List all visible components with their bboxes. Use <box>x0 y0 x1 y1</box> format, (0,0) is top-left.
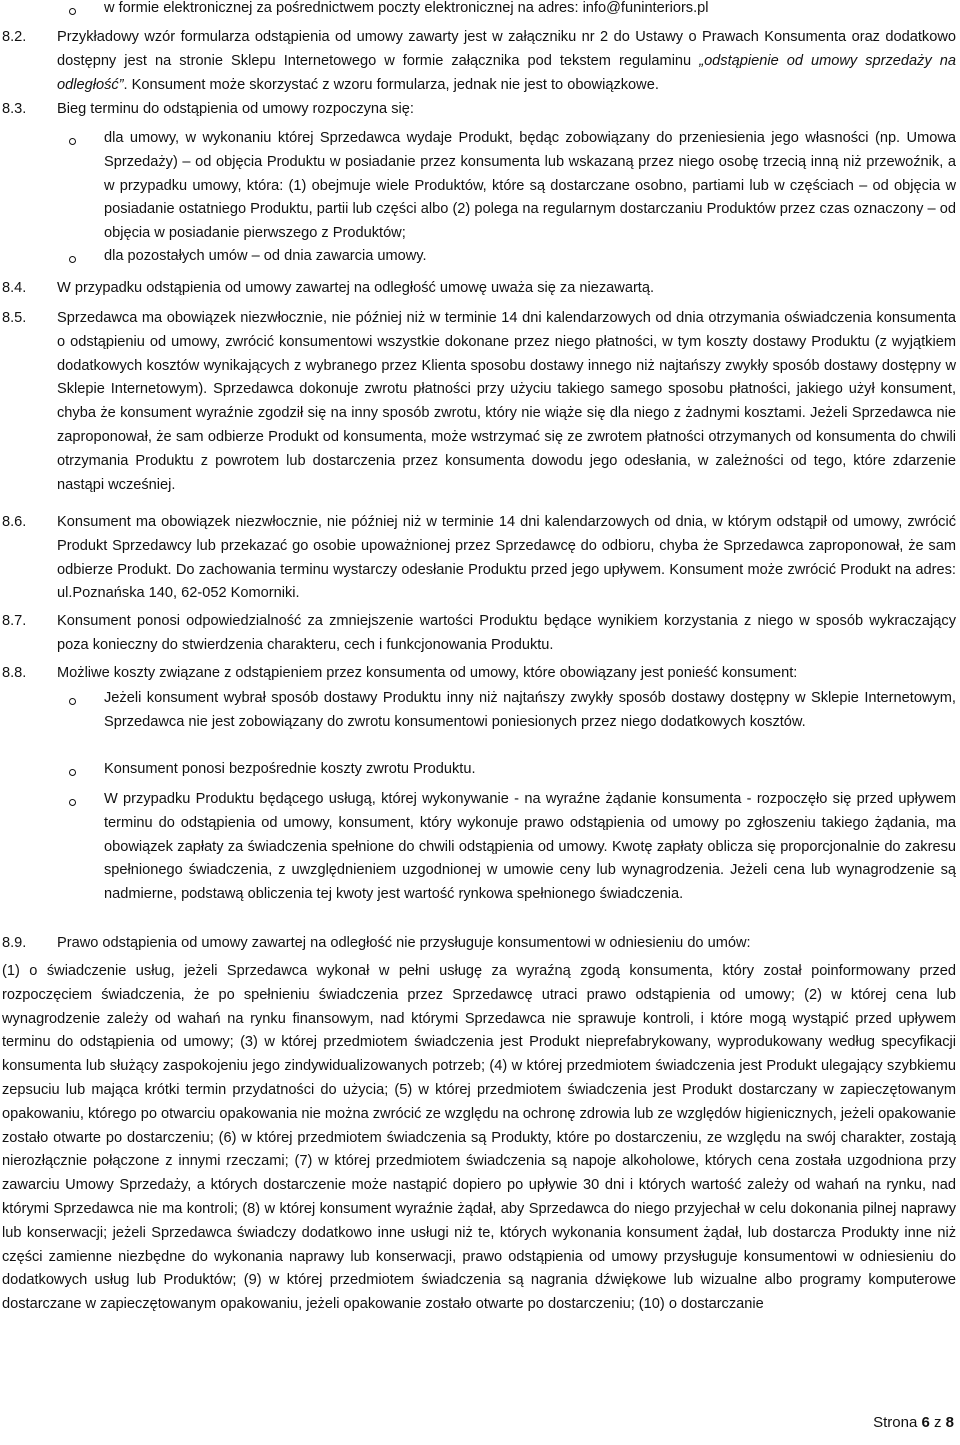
section-number: 8.8. <box>2 665 27 681</box>
section-8-7-text: Konsument ponosi odpowiedzialność za zmniejszenie wartości Produktu będące wynikiem korzystania z niego w sposób wykraczający poza konieczny do stwierdzenia charakteru, cech i funkcjonowania Produktu. <box>57 613 956 653</box>
list-bullet-icon <box>69 698 76 705</box>
section-number: 8.5. <box>2 310 27 326</box>
list-bullet-icon <box>69 256 76 263</box>
list-bullet-icon <box>69 799 76 806</box>
section-number: 8.6. <box>2 514 27 530</box>
section-8-6-text: Konsument ma obowiązek niezwłocznie, nie później niż w terminie 14 dni kalendarzowych od dnia, w którym odstąpił od umowy, zwrócić Produkt Sprzedawcy lub przekazać go osobie upoważnionej przez Sprzedawcę do odbioru, chyba że Sprzedawca zaproponował, że sam odbierze Produkt. Do zachowania terminu wystarczy odesłanie Produktu przed jego upływem. Konsument może zwrócić Produkt na adres: ul.Poznańska 140, 62-052 Komorniki. <box>57 514 956 602</box>
list-bullet-icon <box>69 769 76 776</box>
list-item: Konsument ponosi bezpośrednie koszty zwrotu Produktu. <box>104 761 476 777</box>
list-item: dla pozostałych umów – od dnia zawarcia umowy. <box>104 248 427 264</box>
section-8-5-text: Sprzedawca ma obowiązek niezwłocznie, nie później niż w terminie 14 dni kalendarzowych od dnia otrzymania oświadczenia konsumenta o odstąpieniu od umowy, zwrócić konsumentowi wszystkie dokonane przez niego płatności, w tym koszty dostawy Produktu (z wyjątkiem dodatkowych kosztów wynikających z wybranego przez Klienta sposobu dostawy innego niż najtańszy zwykły sposób dostawy dostępny w Sklepie Internetowym). Sprzedawca dokonuje zwrotu płatności przy użyciu takiego samego sposobu płatności, jakiego użył konsument, chyba że konsument wyraźnie zgodził się na inny sposób zwrotu, który nie wiąże się dla niego z żadnymi kosztami. Jeżeli Sprzedawca nie zaproponował, że sam odbierze Produkt od konsumenta, może wstrzymać się ze zwrotem płatności otrzymanych od konsumenta do chwili otrzymania Produktu z powrotem lub dostarczenia przez konsumenta dowodu jego odesłania, w zależności od tego, które zdarzenie nastąpi wcześniej. <box>57 310 956 493</box>
section-8-2-text: Przykładowy wzór formularza odstąpienia od umowy zawarty jest w załączniku nr 2 do Ustawy o Prawach Konsumenta oraz dodatkowo dostępny jest na stronie Sklepu Internetowego w formie załącznika pod tekstem regulaminu „odstąpienie od umowy sprzedaży na odległość”. Konsument może skorzystać z wzoru formularza, jednak nie jest to obowiązkowe. <box>57 29 956 93</box>
page-footer <box>873 1411 954 1435</box>
page-current: 6 <box>921 1414 930 1431</box>
list-item: Jeżeli konsument wybrał sposób dostawy Produktu inny niż najtańszy zwykły sposób dostawy dostępny w Sklepie Internetowym, Sprzedawca nie jest zobowiązany do zwrotu konsumentowi poniesionych przez niego dodatkowych kosztów. <box>104 690 956 730</box>
section-8-9-body: (1) o świadczenie usług, jeżeli Sprzedawca wykonał w pełni usługę za wyraźną zgodą konsumenta, który został poinformowany przed rozpoczęciem świadczenia, że po spełnieniu świadczenia przez Sprzedawcę utraci prawo odstąpienia od umowy; (2) w której cena lub wynagrodzenie zależy od wahań na rynku finansowym, nad którymi Sprzedawca nie sprawuje kontroli, i które mogą wystąpić przed upływem terminu do odstąpienia od umowy; (3) w której przedmiotem świadczenia jest Produkt nieprefabrykowany, wyprodukowany według specyfikacji konsumenta lub służący zaspokojeniu jego zindywidualizowanych potrzeb; (4) w której przedmiotem świadczenia jest Produkt ulegający szybkiemu zepsuciu lub mająca krótki termin przydatności do użycia; (5) w której przedmiotem świadczenia jest Produkt dostarczany w zapieczętowanym opakowaniu, którego po otwarciu opakowania nie można zwrócić ze względu na ochronę zdrowia lub ze względów higienicznych, jeżeli opakowanie zostało otwarte po dostarczeniu; (6) w której przedmiotem świadczenia są Produkty, które po dostarczeniu, ze względu na swój charakter, zostają nierozłącznie połączone z innymi rzeczami; (7) w której przedmiotem świadczenia są napoje alkoholowe, których cena została uzgodniona przy zawarciu Umowy Sprzedaży, a których dostarczenie może nastąpić dopiero po upływie 30 dni i których wartość zależy od wahań na rynku, nad którymi Sprzedawca nie ma kontroli; (8) w której konsument wyraźnie żądał, aby Sprzedawca do niego przyjechał w celu dokonania pilnej naprawy lub konserwacji; jeżeli Sprzedawca świadczy dodatkowo inne usługi niż te, których wykonania konsument żądał, lub dostarcza Produkty inne niż części zamienne niezbędne do wykonania naprawy lub konserwacji, prawo odstąpienia od umowy przysługuje konsumentowi w odniesieniu do dodatkowych usług lub Produktów; (9) w której przedmiotem świadczenia są nagrania dźwiękowe lub wizualne albo programy komputerowe dostarczane w zapieczętowanym opakowaniu, jeżeli opakowanie zostało otwarte po dostarczeniu; (10) o dostarczanie <box>2 963 957 1313</box>
section-number: 8.3. <box>2 101 27 117</box>
list-item: W przypadku Produktu będącego usługą, której wykonywanie - na wyraźne żądanie konsumenta - rozpoczęło się przed upływem terminu do odstąpienia od umowy, konsument, który wykonuje prawo odstąpienia od umowy po zgłoszeniu takiego żądania, ma obowiązek zapłaty za świadczenia spełnione do chwili odstąpienia od umowy. Kwotę zapłaty oblicza się proporcjonalnie do zakresu spełnionego świadczenia, z uwzględnieniem uzgodnionej w umowie ceny lub wynagrodzenia. Jeżeli cena lub wynagrodzenie są nadmierne, podstawą obliczenia tej kwoty jest wartość rynkowa spełnionego świadczenia. <box>104 791 956 903</box>
section-8-4-text: W przypadku odstąpienia od umowy zawartej na odległość umowę uważa się za niezawartą. <box>57 280 655 296</box>
section-number: 8.2. <box>2 29 27 45</box>
list-item: dla umowy, w wykonaniu której Sprzedawca wydaje Produkt, będąc zobowiązany do przeniesienia jego własności (np. Umowa Sprzedaży) – od objęcia Produktu w posiadanie przez konsumenta lub wskazaną przez niego osobę trzecią inną niż przewoźnik, a w przypadku umowy, która: (1) obejmuje wiele Produktów, które są dostarczane osobno, partiami lub w częściach – od objęcia w posiadanie ostatniego Produktu, partii lub części albo (2) polega na regularnym dostarczaniu Produktów przez czas oznaczony – od objęcia w posiadanie pierwszego z Produktów; <box>104 130 956 242</box>
list-bullet-icon <box>69 138 76 145</box>
section-8-9-text: Prawo odstąpienia od umowy zawartej na odległość nie przysługuje konsumentowi w odniesieniu do umów: <box>57 935 751 951</box>
page-label: Strona <box>873 1414 918 1431</box>
list-bullet-icon <box>69 8 76 15</box>
section-8-3-text: Bieg terminu do odstąpienia od umowy rozpoczyna się: <box>57 101 414 117</box>
section-number: 8.7. <box>2 613 27 629</box>
page-of: z <box>933 1414 942 1431</box>
section-number: 8.9. <box>2 935 27 951</box>
page-total: 8 <box>945 1414 954 1431</box>
list-item: w formie elektronicznej za pośrednictwem poczty elektronicznej na adres: info@funinteriors.pl <box>104 0 709 16</box>
section-8-8-text: Możliwe koszty związane z odstąpieniem przez konsumenta od umowy, które obowiązany jest ponieść konsument: <box>57 665 798 681</box>
section-number: 8.4. <box>2 280 27 296</box>
